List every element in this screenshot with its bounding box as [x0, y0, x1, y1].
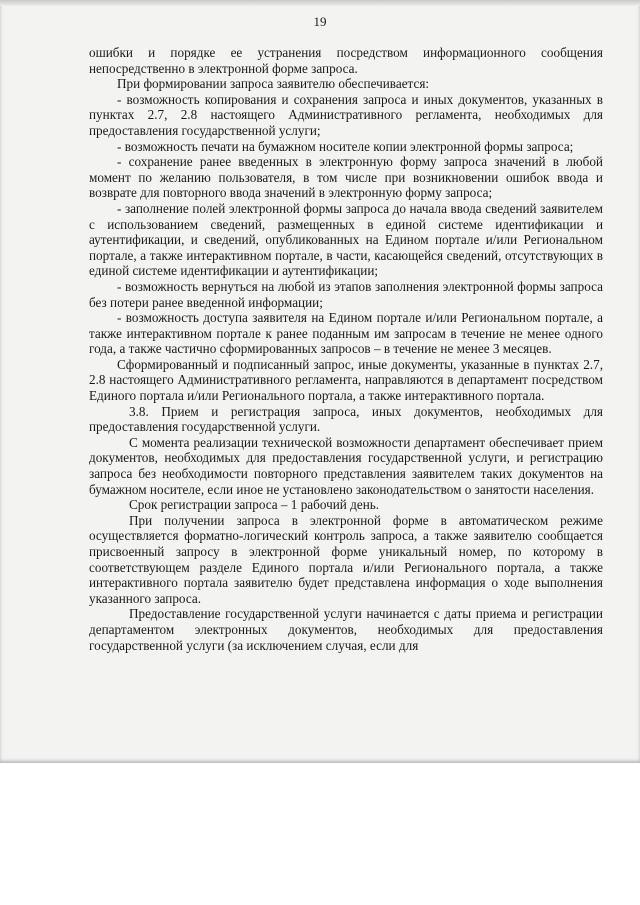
scan-edge [0, 0, 640, 6]
paragraph: - возможность вернуться на любой из этапов заполнения электронной формы запроса без потери ранее введенной информации; [89, 278, 603, 310]
paragraph: - заполнение полей электронной формы запроса до начала ввода сведений заявителем с использованием сведений, размещенных в единой системе идентификации и аутентификации, и сведений, опубликованных на Едином портале и/или Региональном портале, а также интерактивном портале, в части, касающейся сведений, отсутствующих в единой системе идентификации и аутентификации; [89, 200, 603, 279]
page-number: 19 [313, 14, 327, 29]
paragraph: - сохранение ранее введенных в электронную форму запроса значений в любой момент по желанию пользователя, в том числе при возникновении ошибок ввода и возврате для повторного ввода значений в электронную форму запроса; [89, 154, 603, 201]
paragraph: С момента реализации технической возможности департамент обеспечивает прием документов, необходимых для предоставления государственной услуги, и регистрацию запроса без необходимости повторного представления заявителем таких документов на бумажном носителе, если иное не установлено законодательством о занятости населения. [89, 434, 603, 497]
paragraph: - возможность печати на бумажном носителе копии электронной формы запроса; [117, 138, 574, 154]
paragraph: При получении запроса в электронной форме в автоматическом режиме осуществляется форматно-логический контроль запроса, а также заявителю сообщается присвоенный запросу в электронной форме уникальный номер, по которому в соответствующем разделе Единого портала и/или Регионального портала, а также интерактивного портала заявителю будет представлена информация о ходе выполнения указанного запроса. [89, 512, 603, 606]
paragraph: - возможность копирования и сохранения запроса и иных документов, указанных в пунктах 2.7, 2.8 настоящего Административного регламента, необходимых для предоставления государственной услуги; [89, 91, 603, 138]
paragraph: При формировании запроса заявителю обеспечивается: [117, 76, 430, 92]
paragraph: Сформированный и подписанный запрос, иные документы, указанные в пунктах 2.7, 2.8 настоящего Административного регламента, направляются в департамент посредством Единого портала и/или Регионального портала, а также интерактивного портала. [89, 356, 603, 404]
document-body [89, 45, 603, 653]
paragraph: Предоставление государственной услуги начинается с даты приема и регистрации департаментом электронных документов, необходимых для предоставления государственной услуги (за исключением случая, если для [89, 606, 603, 653]
section-heading: 3.8. Прием и регистрация запроса, иных документов, необходимых для предоставления государственной услуги. [89, 403, 603, 435]
paragraph: ошибки и порядке ее устранения посредством информационного сообщения непосредственно в электронной форме запроса. [89, 45, 603, 76]
paragraph: - возможность доступа заявителя на Едином портале и/или Региональном портале, а также интерактивном портале к ранее поданным им запросам в течение не менее одного года, а также частично сформированных запросов – в течение не менее 3 месяцев. [89, 310, 603, 357]
paragraph: Срок регистрации запроса – 1 рабочий день. [129, 497, 380, 513]
